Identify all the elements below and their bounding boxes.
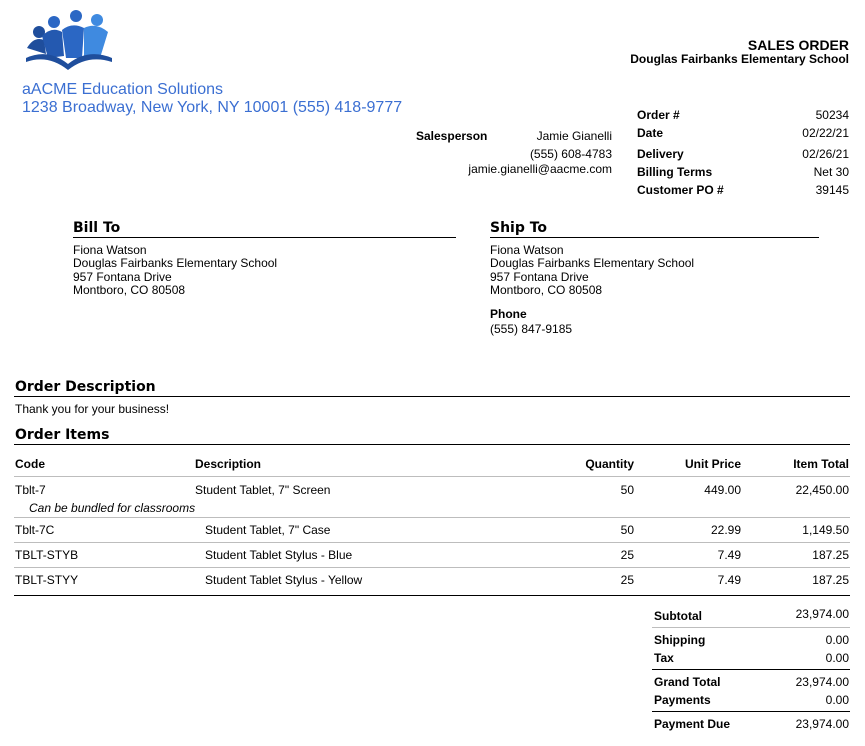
bill-to-city: Montboro, CO 80508 bbox=[73, 283, 186, 297]
order-description-title: Order Description bbox=[15, 379, 156, 395]
bill-to-street: 957 Fontana Drive bbox=[73, 270, 172, 284]
ship-to-phone-label: Phone bbox=[490, 307, 527, 321]
subtotal-value: 23,974.00 bbox=[795, 607, 849, 621]
col-header-item-total: Item Total bbox=[793, 457, 849, 471]
order-description-text: Thank you for your business! bbox=[15, 402, 170, 416]
item-unit-price: 449.00 bbox=[704, 483, 741, 497]
payments-label: Payments bbox=[654, 693, 711, 707]
tax-label: Tax bbox=[654, 651, 674, 665]
item-total: 22,450.00 bbox=[795, 483, 849, 497]
item-description: Student Tablet, 7" Case bbox=[205, 523, 331, 537]
col-header-code: Code bbox=[15, 457, 45, 471]
item-description: Student Tablet Stylus - Yellow bbox=[205, 573, 363, 587]
item-code: Tblt-7C bbox=[15, 523, 55, 537]
billing-terms-value: Net 30 bbox=[813, 165, 849, 179]
item-total: 187.25 bbox=[812, 573, 849, 587]
table-bottom-rule bbox=[14, 595, 850, 596]
subtotal-label: Subtotal bbox=[654, 609, 702, 623]
billing-terms-label: Billing Terms bbox=[637, 165, 713, 179]
ship-to-city: Montboro, CO 80508 bbox=[490, 283, 603, 297]
bill-to-rule bbox=[73, 237, 456, 238]
col-header-description: Description bbox=[195, 457, 262, 471]
item-total: 187.25 bbox=[812, 548, 849, 562]
row-divider bbox=[14, 567, 850, 568]
customer-po-label: Customer PO # bbox=[637, 183, 724, 197]
grand-total-rule bbox=[652, 669, 850, 670]
item-code: TBLT-STYY bbox=[15, 573, 79, 587]
grand-total-value: 23,974.00 bbox=[795, 675, 849, 689]
salesperson-email: jamie.gianelli@aacme.com bbox=[468, 162, 612, 176]
bill-to-org: Douglas Fairbanks Elementary School bbox=[73, 256, 278, 270]
date-value: 02/22/21 bbox=[802, 126, 849, 140]
payment-due-value: 23,974.00 bbox=[795, 717, 849, 731]
company-address-phone: 1238 Broadway, New York, NY 10001 (555) 418-9777 bbox=[22, 99, 403, 116]
item-total: 1,149.50 bbox=[802, 523, 849, 537]
ship-to-title: Ship To bbox=[490, 220, 548, 236]
customer-po-value: 39145 bbox=[815, 183, 849, 197]
grand-total-label: Grand Total bbox=[654, 675, 721, 689]
payment-due-label: Payment Due bbox=[654, 717, 731, 731]
totals-divider bbox=[652, 627, 850, 628]
order-description-rule bbox=[14, 396, 850, 397]
item-quantity: 25 bbox=[620, 573, 634, 587]
col-header-unit-price: Unit Price bbox=[684, 457, 741, 471]
customer-name: Douglas Fairbanks Elementary School bbox=[630, 52, 849, 66]
item-quantity: 50 bbox=[620, 523, 634, 537]
item-description: Student Tablet, 7" Screen bbox=[195, 483, 331, 497]
document-title: SALES ORDER bbox=[747, 37, 849, 53]
item-unit-price: 7.49 bbox=[717, 548, 741, 562]
item-unit-price: 22.99 bbox=[710, 523, 741, 537]
item-code: TBLT-STYB bbox=[15, 548, 79, 562]
people-book-logo-icon bbox=[24, 10, 114, 72]
ship-to-rule bbox=[490, 237, 819, 238]
order-number-value: 50234 bbox=[815, 108, 849, 122]
delivery-value: 02/26/21 bbox=[802, 147, 849, 161]
row-divider bbox=[14, 542, 850, 543]
ship-to-phone: (555) 847-9185 bbox=[490, 322, 573, 336]
date-label: Date bbox=[637, 126, 664, 140]
payments-value: 0.00 bbox=[825, 693, 849, 707]
item-quantity: 25 bbox=[620, 548, 634, 562]
shipping-label: Shipping bbox=[654, 633, 706, 647]
company-name: aACME Education Solutions bbox=[22, 81, 223, 98]
order-items-rule bbox=[14, 444, 850, 445]
col-header-quantity: Quantity bbox=[585, 457, 634, 471]
delivery-label: Delivery bbox=[637, 147, 684, 161]
order-number-label: Order # bbox=[637, 108, 680, 122]
salesperson-phone: (555) 608-4783 bbox=[529, 147, 612, 161]
company-logo bbox=[24, 10, 114, 72]
salesperson-label: Salesperson bbox=[416, 129, 488, 143]
row-divider bbox=[14, 517, 850, 518]
item-description: Student Tablet Stylus - Blue bbox=[205, 548, 353, 562]
tax-value: 0.00 bbox=[825, 651, 849, 665]
salesperson-name: Jamie Gianelli bbox=[536, 129, 612, 143]
payment-due-rule bbox=[652, 711, 850, 712]
shipping-value: 0.00 bbox=[825, 633, 849, 647]
item-unit-price: 7.49 bbox=[717, 573, 741, 587]
ship-to-name: Fiona Watson bbox=[490, 243, 564, 257]
table-header-rule bbox=[14, 476, 850, 477]
item-code: Tblt-7 bbox=[15, 483, 46, 497]
order-items-title: Order Items bbox=[15, 427, 110, 443]
item-quantity: 50 bbox=[620, 483, 634, 497]
item-note: Can be bundled for classrooms bbox=[29, 501, 196, 515]
bill-to-name: Fiona Watson bbox=[73, 243, 147, 257]
ship-to-org: Douglas Fairbanks Elementary School bbox=[490, 256, 695, 270]
ship-to-street: 957 Fontana Drive bbox=[490, 270, 589, 284]
bill-to-title: Bill To bbox=[73, 220, 121, 236]
